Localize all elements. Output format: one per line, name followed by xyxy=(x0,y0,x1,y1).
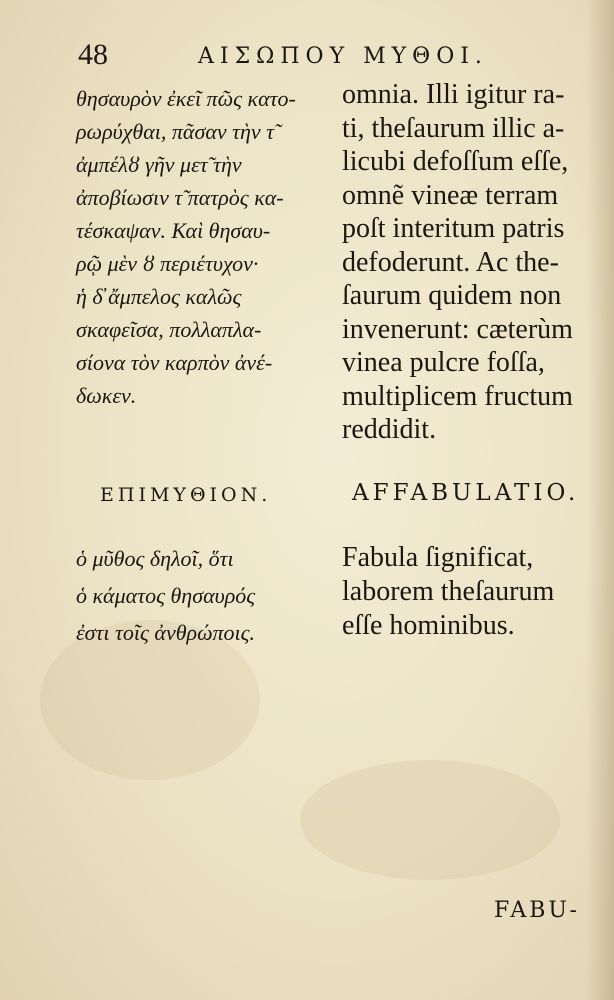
latin-line: vinea pulcre foſſa, xyxy=(342,347,545,378)
latin-line: omnia. Illi igitur ra- xyxy=(342,79,565,110)
latin-moral-heading: AFFABULATIO. xyxy=(352,480,580,506)
page-number: 48 xyxy=(78,38,108,71)
latin-moral-line: laborem theſaurum xyxy=(342,576,555,607)
greek-line: ρωρύχθαι, πᾶσαν τὴν τ̃ xyxy=(76,119,275,144)
latin-line: poſt interitum patris xyxy=(342,213,565,244)
latin-line: reddidit. xyxy=(342,414,437,445)
greek-line: ἡ δ̓ ἄμπελος καλῶς xyxy=(76,284,242,309)
latin-line: invenerunt: cæterùm xyxy=(342,313,573,345)
catchword: FABU- xyxy=(494,898,580,923)
greek-line: δωκεν. xyxy=(76,383,137,408)
latin-line: omnẽ vineæ terram xyxy=(342,179,559,211)
greek-line: θησαυρὸν ἐκεῖ πῶς κατο- xyxy=(76,86,296,111)
latin-line: licubi defoſſum eſſe, xyxy=(342,146,569,177)
greek-moral xyxy=(76,540,331,651)
greek-line: τέσκαψαν. Καὶ θησαυ- xyxy=(76,218,271,243)
latin-moral xyxy=(342,541,606,643)
greek-line: σκαφεῖσα, πολλαπλα- xyxy=(76,317,262,342)
latin-moral-line: Fabula ſignificat, xyxy=(342,542,534,573)
latin-line: ſaurum quidem non xyxy=(342,280,562,311)
greek-column xyxy=(76,82,331,412)
latin-column xyxy=(342,78,606,447)
page-title: ΑΙΣΩΠΟΥ ΜΥΘΟΙ. xyxy=(198,44,488,69)
greek-line: ρῷ μὲν ȣ περιέτυχον· xyxy=(76,251,259,276)
greek-line: σίονα τὸν καρπὸν ἀνέ- xyxy=(76,350,273,375)
latin-moral-line: eſſe hominibus. xyxy=(342,610,515,641)
greek-line: ἀμπέλȣ γῆν μετ̃ τὴν xyxy=(76,152,242,177)
greek-line: ἀποβίωσιν τ̃ πατρὸς κα- xyxy=(76,185,284,210)
greek-moral-line: ὁ μῦθος δηλοῖ, ὅτι xyxy=(76,546,234,571)
latin-line: defoderunt. Ac the- xyxy=(342,246,559,278)
latin-line: multiplicem fructum xyxy=(342,380,573,412)
greek-moral-line: ἐστι τοῖς ἀνθρώποις. xyxy=(76,620,256,645)
greek-moral-line: ὁ κάματος θησαυρός xyxy=(76,583,256,608)
greek-moral-heading: ΕΠΙΜΥΘΙΟΝ. xyxy=(100,484,272,506)
latin-line: ti, theſaurum illic a- xyxy=(342,112,565,144)
